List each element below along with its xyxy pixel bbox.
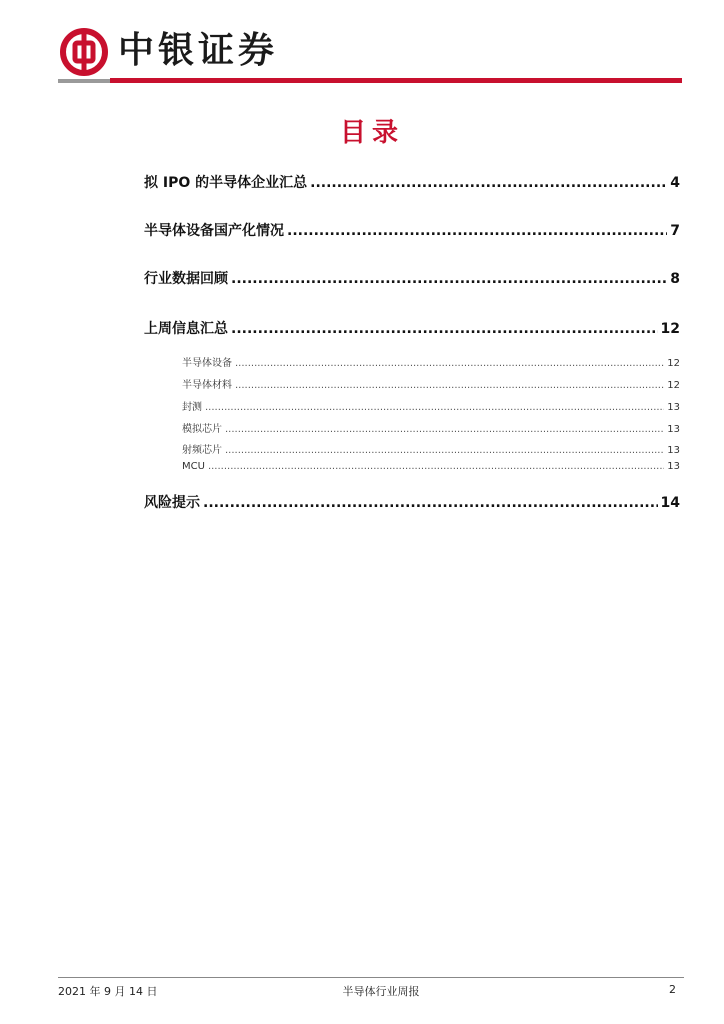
header-divider-red xyxy=(110,78,682,83)
toc-entry-label: 半导体设备国产化情况 xyxy=(144,223,284,239)
toc-leader-dots xyxy=(310,175,667,191)
report-date: 2021 年 9 月 14 日 xyxy=(58,985,158,998)
toc-subentry-page: 12 xyxy=(667,380,680,391)
toc-subentry[interactable] xyxy=(144,398,680,414)
toc-entry-label: 拟 IPO 的半导体企业汇总 xyxy=(144,175,308,191)
toc-subentry[interactable] xyxy=(144,441,680,457)
toc-subentry-label: MCU xyxy=(182,461,205,472)
toc-leader-dots xyxy=(225,424,664,435)
header-divider-gray xyxy=(58,79,110,83)
toc-leader-dots xyxy=(231,271,667,287)
toc-entry[interactable] xyxy=(144,268,680,290)
toc-subentry-page: 13 xyxy=(667,402,680,413)
toc-subentry-page: 13 xyxy=(667,445,680,456)
toc-subentry-label: 半导体设备 xyxy=(182,358,232,369)
report-name: 半导体行业周报 xyxy=(342,985,420,998)
toc-subentry-label: 射频芯片 xyxy=(182,445,222,456)
toc-leader-dots xyxy=(235,380,664,391)
page-header xyxy=(0,0,724,90)
toc-subentry[interactable] xyxy=(144,376,680,392)
toc-entry[interactable] xyxy=(144,220,680,242)
toc-entry-page: 8 xyxy=(670,271,680,287)
bank-of-china-logo-icon xyxy=(60,28,108,76)
toc-subentry[interactable] xyxy=(144,420,680,436)
toc-entry-page: 12 xyxy=(660,321,680,337)
toc-entry-page: 14 xyxy=(660,495,680,511)
toc-subentry-page: 12 xyxy=(667,358,680,369)
toc-leader-dots xyxy=(231,321,658,337)
toc-leader-dots xyxy=(208,461,664,472)
toc-title: 目录 xyxy=(339,118,404,148)
toc-leader-dots xyxy=(205,402,664,413)
toc-entry-label: 上周信息汇总 xyxy=(144,321,228,337)
page-number: 2 xyxy=(669,983,676,996)
toc-entry-page: 7 xyxy=(670,223,680,239)
footer-divider xyxy=(58,977,684,978)
toc-entry[interactable] xyxy=(144,172,680,194)
toc-entry-label: 行业数据回顾 xyxy=(144,271,228,287)
toc-subentry-page: 13 xyxy=(667,424,680,435)
toc-subentry-label: 半导体材料 xyxy=(182,380,232,391)
toc-entry[interactable] xyxy=(144,492,680,514)
brand-name: 中银证券 xyxy=(118,29,279,71)
toc-entry-page: 4 xyxy=(670,175,680,191)
page-footer xyxy=(58,983,684,1001)
toc-entry-label: 风险提示 xyxy=(144,495,200,511)
toc-subentry[interactable] xyxy=(144,354,680,370)
toc-subentry-page: 13 xyxy=(667,461,680,472)
toc-subentry-label: 模拟芯片 xyxy=(182,424,222,435)
toc-leader-dots xyxy=(225,445,664,456)
toc-subentry-label: 封测 xyxy=(182,402,202,413)
toc-leader-dots xyxy=(287,223,667,239)
toc-subentry[interactable] xyxy=(144,461,680,477)
toc-entry[interactable] xyxy=(144,318,680,340)
toc-leader-dots xyxy=(235,358,664,369)
toc-leader-dots xyxy=(203,495,658,511)
